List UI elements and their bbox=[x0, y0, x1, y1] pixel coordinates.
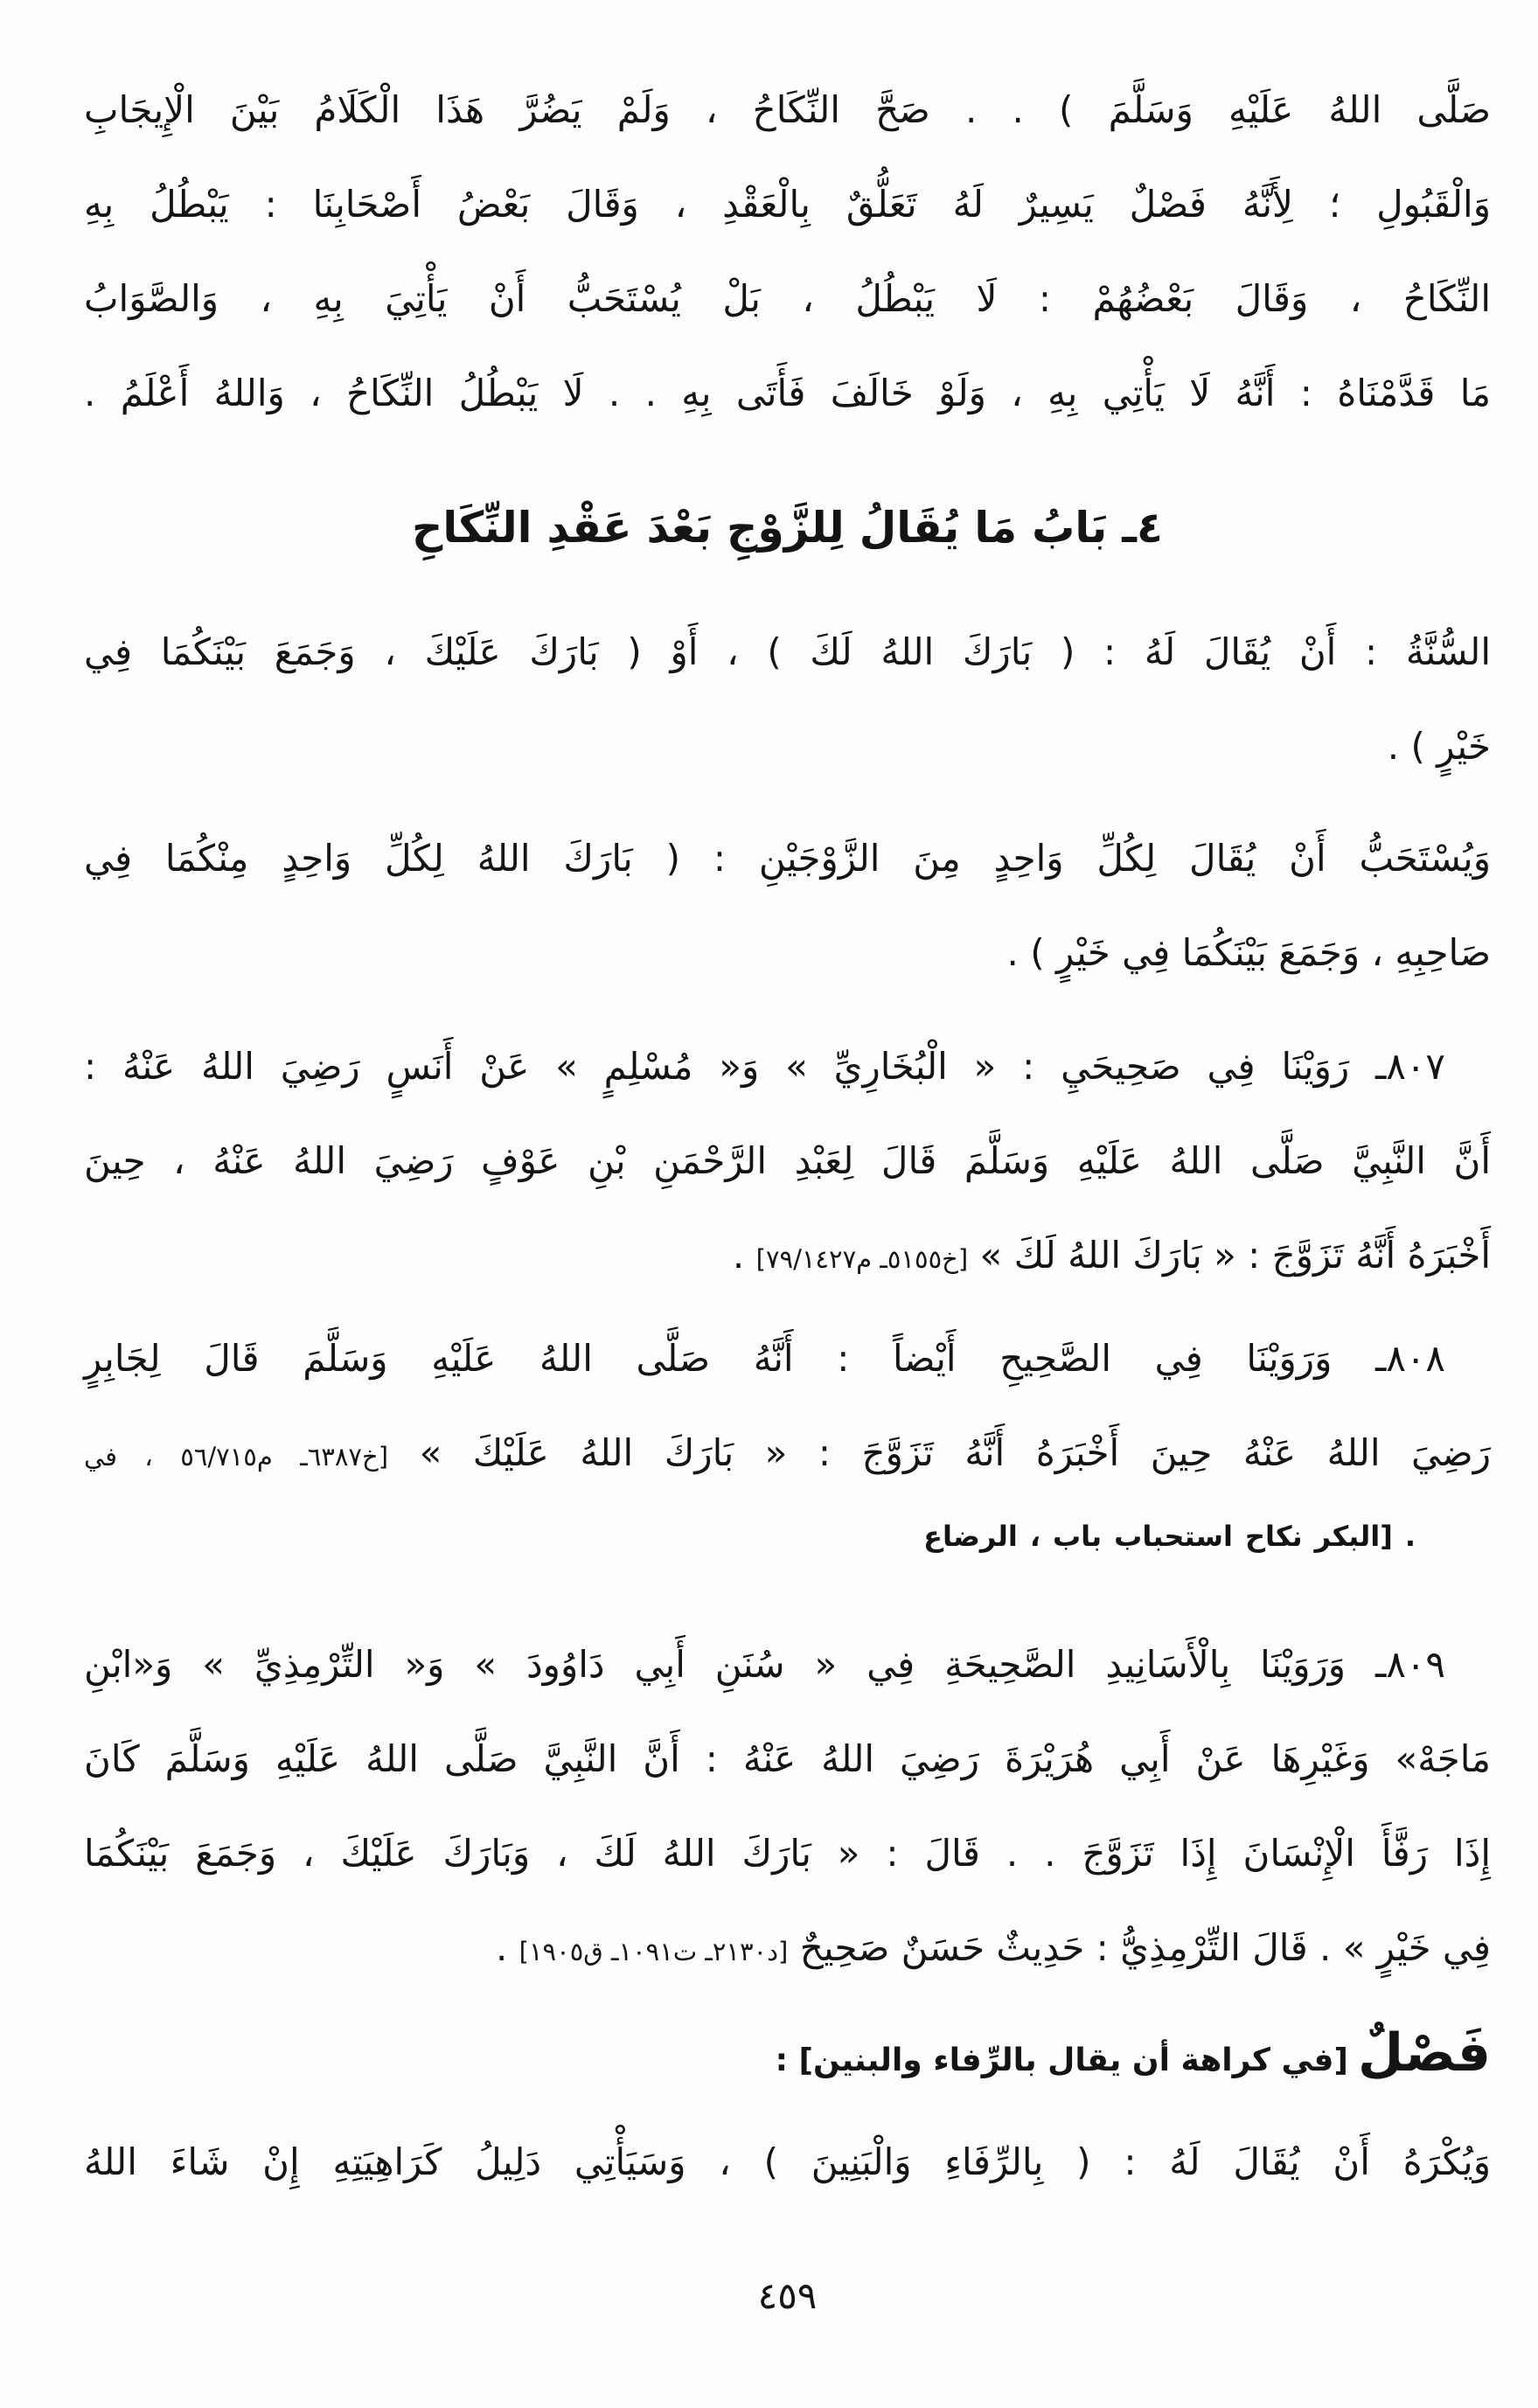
fasl-title: [في كراهة أن يقال بالرِّفاء والبنين] : bbox=[775, 2043, 1348, 2078]
sentence-end: . bbox=[495, 1926, 519, 1969]
citation-continuation-line bbox=[84, 1504, 1491, 1569]
hadith-808 bbox=[84, 1312, 1491, 1569]
text-line: ٨٠٩ـ وَرَوَيْنَا بِالْأَسَانِيدِ الصَّحِيحَةِ فِي « سُنَنِ أَبِي دَاوُودَ » وَ« التِّرْمِذِيِّ » وَ«ابْنِ bbox=[84, 1643, 1445, 1686]
text-line: صَلَّى اللهُ عَلَيْهِ وَسَلَّمَ ) . . صَحَّ النِّكَاحُ ، وَلَمْ يَضُرَّ هَذَا الْكَلَامُ بَيْنَ الْإِيجَابِ bbox=[84, 88, 1491, 131]
hadith-citation: [د٢١٣٠ـ ت١٠٩١ـ ق١٩٠٥] bbox=[518, 1937, 789, 1966]
sentence-end: . bbox=[732, 1234, 756, 1277]
text-line: السُّنَّةُ : أَنْ يُقَالَ لَهُ : ( بَارَكَ اللهُ لَكَ ) ، أَوْ ( بَارَكَ عَلَيْكَ ، وَجَمَعَ بَيْنَكُمَا فِي bbox=[84, 630, 1491, 673]
hadith-807 bbox=[84, 1020, 1491, 1306]
chapter-heading: ٤ـ بَابُ مَا يُقَالُ لِلزَّوْجِ بَعْدَ عَقْدِ النِّكَاحِ bbox=[412, 503, 1163, 553]
hadith-citation: [خ٦٣٨٧ـ م٥٦/٧١٥ ، في bbox=[84, 1442, 389, 1472]
hadith-text: أَخْبَرَهُ أَنَّهُ تَزَوَّجَ : « بَارَكَ اللهُ لَكَ » bbox=[968, 1234, 1491, 1277]
text-line: وَالْقَبُولِ ؛ لِأَنَّهُ فَصْلٌ يَسِيرٌ لَهُ تَعَلُّقٌ بِالْعَقْدِ ، وَقَالَ بَعْضُ أَصْحَابِنَا : يَبْطُلُ بِهِ bbox=[84, 183, 1491, 226]
hadith-text: فِي خَيْرٍ » . قَالَ التِّرْمِذِيُّ : حَدِيثٌ حَسَنٌ صَحِيحٌ bbox=[788, 1926, 1491, 1969]
paragraph-continuation bbox=[84, 63, 1491, 441]
text-line: أَنَّ النَّبِيَّ صَلَّى اللهُ عَلَيْهِ وَسَلَّمَ قَالَ لِعَبْدِ الرَّحْمَنِ بْنِ عَوْفٍ رَضِيَ اللهُ عَنْهُ ، حِينَ bbox=[84, 1139, 1491, 1182]
citation-word: البكر] bbox=[1314, 1520, 1393, 1553]
citation-word: الرضاع bbox=[923, 1520, 1018, 1553]
citation-word: باب bbox=[1052, 1520, 1103, 1553]
hadith-citation: [خ٥١٥٥ـ م٧٩/١٤٢٧] bbox=[755, 1244, 969, 1274]
fasl-section-marker bbox=[84, 2011, 1491, 2108]
text-line bbox=[84, 1406, 1491, 1504]
text-line: وَيُسْتَحَبُّ أَنْ يُقَالَ لِكُلِّ وَاحِدٍ مِنَ الزَّوْجَيْنِ : ( بَارَكَ اللهُ لِكُلِّ وَاحِدٍ مِنْكُمَا فِي bbox=[84, 837, 1491, 880]
fasl-ornament: فَصْلٌ bbox=[1358, 2022, 1491, 2084]
citation-word: ، bbox=[1029, 1520, 1040, 1553]
page-number: ٤٥٩ bbox=[757, 2274, 818, 2317]
text-line: مَاجَهْ» وَغَيْرِهَا عَنْ أَبِي هُرَيْرَةَ رَضِيَ اللهُ عَنْهُ : أَنَّ النَّبِيَّ صَلَّى اللهُ عَلَيْهِ وَسَلَّمَ كَانَ bbox=[84, 1737, 1491, 1780]
text-line: خَيْرٍ ) . bbox=[1387, 725, 1491, 768]
text-line: النِّكَاحُ ، وَقَالَ بَعْضُهُمْ : لَا يَبْطُلُ ، بَلْ يُسْتَحَبُّ أَنْ يَأْتِيَ بِهِ ، وَالصَّوَابُ bbox=[84, 277, 1491, 320]
text-line: إِذَا رَفَّأَ الْإِنْسَانَ إِذَا تَزَوَّجَ . . قَالَ : « بَارَكَ اللهُ لَكَ ، وَبَارَكَ عَلَيْكَ ، وَجَمَعَ بَيْنَكُمَا bbox=[84, 1832, 1491, 1875]
text-line: وَيُكْرَهُ أَنْ يُقَالَ لَهُ : ( بِالرِّفَاءِ وَالْبَنِينَ ) ، وَسَيَأْتِي دَلِيلُ كَرَاهِيَتِهِ إِنْ شَاءَ اللهُ bbox=[84, 2140, 1491, 2183]
text-line: صَاحِبِهِ ، وَجَمَعَ بَيْنَكُمَا فِي خَيْرٍ ) . bbox=[1006, 931, 1491, 974]
paragraph-makruh bbox=[84, 2115, 1491, 2210]
text-line bbox=[84, 1208, 1491, 1306]
text-line: ٨٠٨ـ وَرَوَيْنَا فِي الصَّحِيحِ أَيْضاً : أَنَّهُ صَلَّى اللهُ عَلَيْهِ وَسَلَّمَ قَالَ لِجَابِرٍ bbox=[84, 1337, 1445, 1380]
text-line: ٨٠٧ـ رَوَيْنَا فِي صَحِيحَيِ : « الْبُخَارِيِّ » وَ« مُسْلِمٍ » عَنْ أَنَسٍ رَضِيَ اللهُ عَنْهُ : bbox=[84, 1045, 1445, 1088]
citation-word: . bbox=[1404, 1520, 1416, 1553]
text-line: مَا قَدَّمْنَاهُ : أَنَّهُ لَا يَأْتِي بِهِ ، وَلَوْ خَالَفَ فَأَتَى بِهِ . . لَا يَبْطُلُ النِّكَاحُ ، وَاللهُ أَعْلَمُ . bbox=[84, 372, 1491, 414]
paragraph-both-spouses bbox=[84, 811, 1491, 1000]
paragraph-sunnah bbox=[84, 605, 1491, 794]
hadith-809 bbox=[84, 1618, 1491, 1999]
citation-word: استحباب bbox=[1114, 1520, 1233, 1553]
text-line bbox=[84, 1901, 1491, 1999]
hadith-text: رَضِيَ اللهُ عَنْهُ حِينَ أَخْبَرَهُ أَنَّهُ تَزَوَّجَ : « بَارَكَ اللهُ عَلَيْكَ » bbox=[388, 1431, 1491, 1474]
citation-word: نكاح bbox=[1244, 1520, 1303, 1553]
